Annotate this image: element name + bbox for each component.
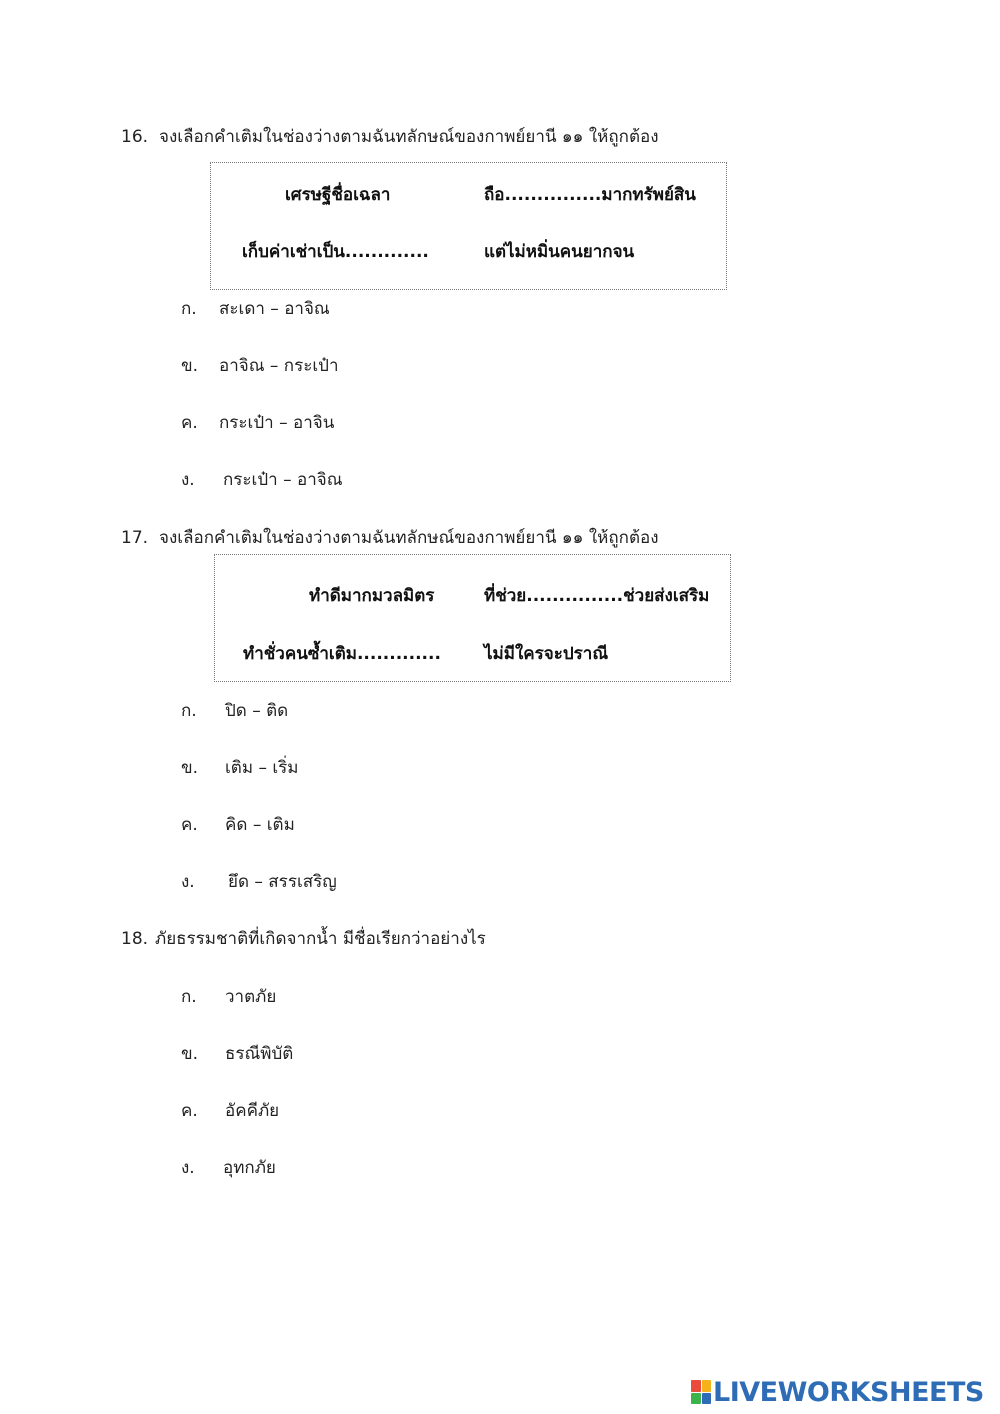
question-18	[121, 927, 486, 951]
question-prompt: ภัยธรรมชาติที่เกิดจากน้ำ มีชื่อเรียกว่าอย่างไร	[155, 929, 486, 949]
choice-option[interactable]	[181, 985, 481, 1009]
choice-text: ธรณีพิบัติ	[225, 1044, 294, 1064]
choice-option[interactable]	[181, 354, 481, 378]
logo-text: LIVEWORKSHEETS	[713, 1376, 984, 1408]
choice-text: สะเดา – อาจิณ	[219, 299, 330, 319]
logo-block	[691, 1380, 701, 1392]
choice-text: คิด – เติม	[225, 815, 295, 835]
choice-letter: ก.	[181, 987, 197, 1007]
poem-line-2-right: แต่ไม่หมิ่นคนยากจน	[484, 242, 635, 262]
poem-line-1-right: ที่ช่วย...............ช่วยส่งเสริม	[484, 586, 710, 606]
choice-option[interactable]	[181, 699, 481, 723]
choice-option[interactable]	[181, 297, 481, 321]
choice-option[interactable]	[181, 870, 481, 894]
choice-letter: ข.	[181, 356, 199, 376]
question-prompt: จงเลือกคำเติมในช่องว่างตามฉันทลักษณ์ของกาพย์ยานี ๑๑ ให้ถูกต้อง	[159, 127, 659, 147]
choice-option[interactable]	[181, 411, 481, 435]
choice-text: อัคคีภัย	[225, 1101, 280, 1121]
poem-line-1-left: เศรษฐีชื่อเฉลา	[285, 185, 391, 205]
choice-option[interactable]	[181, 1099, 481, 1123]
choice-text: ปิด – ติด	[225, 701, 289, 721]
poem-line-2-right: ไม่มีใครจะปราณี	[484, 644, 609, 664]
choice-option[interactable]	[181, 756, 481, 780]
poem-line-2-left: เก็บค่าเช่าเป็น.............	[242, 242, 429, 262]
question-number: 18.	[121, 929, 149, 949]
logo-block	[702, 1393, 712, 1405]
logo-blocks-icon	[691, 1380, 711, 1404]
liveworksheets-logo	[691, 1374, 984, 1410]
choice-text: อุทกภัย	[223, 1158, 276, 1178]
poem-line-2-left: ทำชั่วคนซ้ำเติม.............	[243, 644, 441, 664]
choice-text: กระเป๋า – อาจิน	[219, 413, 335, 433]
choice-letter: ก.	[181, 701, 197, 721]
choice-letter: ก.	[181, 299, 197, 319]
poem-line-1-left: ทำดีมากมวลมิตร	[309, 586, 435, 606]
choice-option[interactable]	[181, 1156, 481, 1180]
poem-box	[210, 162, 727, 290]
choice-text: วาตภัย	[225, 987, 277, 1007]
choice-option[interactable]	[181, 468, 481, 492]
question-17	[121, 526, 659, 550]
logo-block	[691, 1393, 701, 1405]
choice-letter: ค.	[181, 413, 198, 433]
poem-line-1-right: ถือ...............มากทรัพย์สิน	[484, 185, 696, 205]
choice-option[interactable]	[181, 1042, 481, 1066]
choice-text: เติม – เริ่ม	[225, 758, 299, 778]
question-16	[121, 125, 659, 149]
choice-letter: ง.	[181, 1158, 195, 1178]
choice-text: ยึด – สรรเสริญ	[228, 872, 337, 892]
choice-letter: ค.	[181, 815, 198, 835]
choice-letter: ง.	[181, 872, 195, 892]
question-prompt: จงเลือกคำเติมในช่องว่างตามฉันทลักษณ์ของกาพย์ยานี ๑๑ ให้ถูกต้อง	[159, 528, 659, 548]
question-number: 16.	[121, 127, 149, 147]
choice-letter: ค.	[181, 1101, 198, 1121]
choice-text: กระเป๋า – อาจิณ	[223, 470, 343, 490]
poem-box	[214, 554, 731, 682]
choice-letter: ข.	[181, 1044, 199, 1064]
question-number: 17.	[121, 528, 149, 548]
choice-option[interactable]	[181, 813, 481, 837]
choice-text: อาจิณ – กระเป๋า	[219, 356, 339, 376]
logo-block	[702, 1380, 712, 1392]
choice-letter: ง.	[181, 470, 195, 490]
choice-letter: ข.	[181, 758, 199, 778]
